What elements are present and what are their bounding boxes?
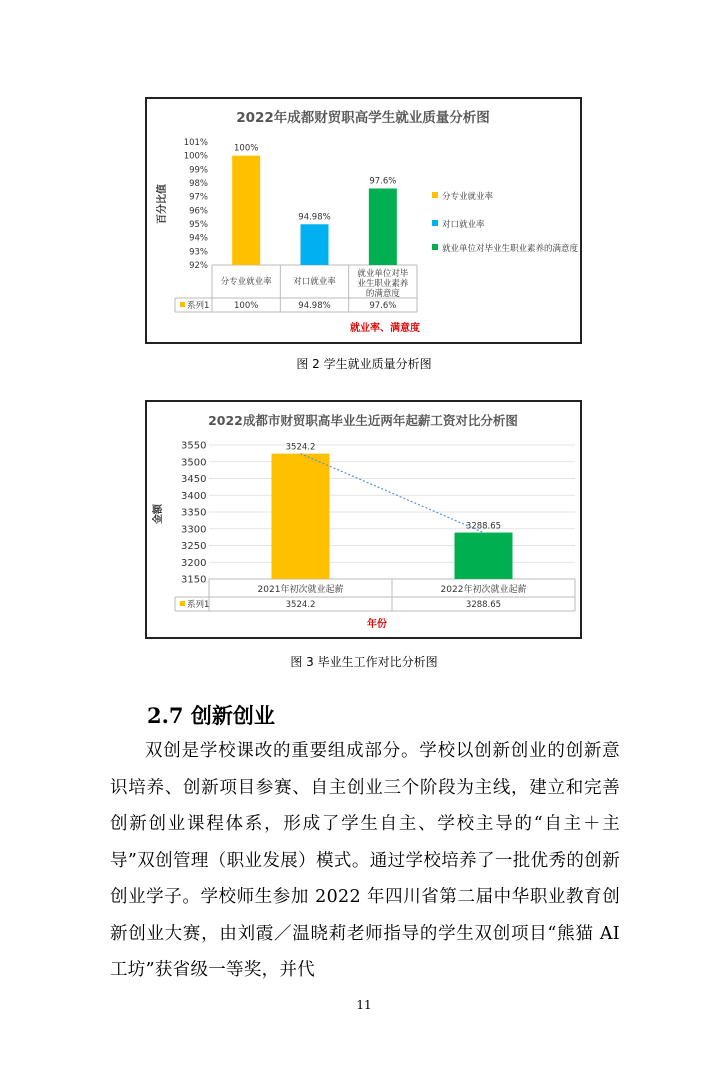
figure-3-caption: 图 3 毕业生工作对比分析图 <box>290 655 438 669</box>
figure-2-caption: 图 2 学生就业质量分析图 <box>296 357 432 371</box>
y-tick-label: 94% <box>189 233 208 244</box>
table-value: 3288.65 <box>465 600 502 610</box>
chart-title: 2022成都市财贸职高毕业生近两年起薪工资对比分析图 <box>208 413 518 428</box>
y-tick-label: 92% <box>189 261 208 271</box>
page-number: 11 <box>356 998 372 1012</box>
section-heading: 2.7 创新创业 <box>147 703 275 728</box>
table-value: 94.98% <box>298 301 331 311</box>
x-tick-label: 2021年初次就业起薪 <box>257 585 344 595</box>
table-series-swatch <box>180 601 185 606</box>
legend-label: 对口就业率 <box>442 220 485 230</box>
bar-1 <box>272 454 330 579</box>
table-series-name: 系列1 <box>187 301 210 311</box>
data-label: 3288.65 <box>465 521 502 532</box>
x-axis-label: 年份 <box>367 619 387 630</box>
y-tick-label: 3250 <box>181 541 207 552</box>
y-tick-label: 99% <box>189 165 208 176</box>
legend-swatch <box>432 192 438 198</box>
section-paragraph: 双创是学校课改的重要组成部分。学校以创新创业的创新意识培养、创新项目参赛、自主创业三个阶段为主线，建立和完善创新创业课程体系，形成了学生自主、学校主导的“自主＋主导”双创管理（职业发展）模式。通过学校培养了一批优秀的创新创业学子。学校师生参加 2022 年四川省第二届中华职业教育创新创业大赛，由刘霞／温晓莉老师指导的学生双创项目“熊猫 AI 工坊”获省级一等奖，并代 <box>110 741 620 980</box>
y-tick-label: 3500 <box>181 457 207 469</box>
y-tick-label: 100% <box>183 151 208 162</box>
bar-1 <box>232 156 260 265</box>
legend-swatch <box>432 244 438 250</box>
x-tick-label: 对口就业率 <box>293 277 336 287</box>
y-tick-label: 101% <box>183 138 208 148</box>
y-tick-label: 3550 <box>181 440 207 452</box>
y-tick-label: 3450 <box>181 474 207 485</box>
data-label: 3524.2 <box>285 442 316 453</box>
x-tick-label: 分专业就业率 <box>220 277 272 287</box>
y-tick-label: 98% <box>189 179 208 189</box>
table-series-name: 系列1 <box>187 600 210 610</box>
bar-2 <box>301 224 329 265</box>
y-axis-label: 百分比值 <box>157 184 168 224</box>
y-tick-label: 95% <box>189 220 208 230</box>
y-tick-label: 96% <box>189 206 208 217</box>
bar-3 <box>369 188 397 265</box>
y-tick-label: 3350 <box>181 507 207 519</box>
bar-2 <box>455 533 513 579</box>
chart-title: 2022年成都财贸职高学生就业质量分析图 <box>236 110 490 126</box>
legend-label: 就业单位对毕业生职业素养的满意度 <box>442 244 579 254</box>
data-label: 94.98% <box>298 212 331 223</box>
x-tick-label: 业生职业素养 <box>357 279 409 289</box>
table-series-swatch <box>180 302 185 307</box>
y-tick-label: 3400 <box>181 490 207 502</box>
x-tick-label: 就业单位对毕 <box>357 269 409 279</box>
x-tick-label: 2022年初次就业起薪 <box>440 585 527 595</box>
table-value: 100% <box>234 301 259 311</box>
legend-label: 分专业就业率 <box>442 192 494 202</box>
section-body <box>110 733 620 989</box>
x-tick-label: 的满意度 <box>365 289 400 299</box>
y-axis-label: 金额 <box>153 504 164 524</box>
data-label: 97.6% <box>369 176 397 187</box>
table-value: 3524.2 <box>285 600 316 610</box>
x-axis-label: 就业率、满意度 <box>350 323 420 334</box>
y-tick-label: 3150 <box>181 574 207 586</box>
salary-comparison-chart-svg <box>147 402 580 637</box>
employment-quality-chart-svg <box>147 99 580 342</box>
data-label: 100% <box>234 143 259 154</box>
y-tick-label: 3300 <box>181 524 207 536</box>
legend-swatch <box>432 220 438 226</box>
employment-quality-chart <box>145 97 582 344</box>
y-tick-label: 3200 <box>181 557 207 569</box>
y-tick-label: 97% <box>189 192 208 203</box>
salary-comparison-chart <box>145 400 582 639</box>
table-value: 97.6% <box>369 301 397 311</box>
y-tick-label: 93% <box>189 247 208 258</box>
